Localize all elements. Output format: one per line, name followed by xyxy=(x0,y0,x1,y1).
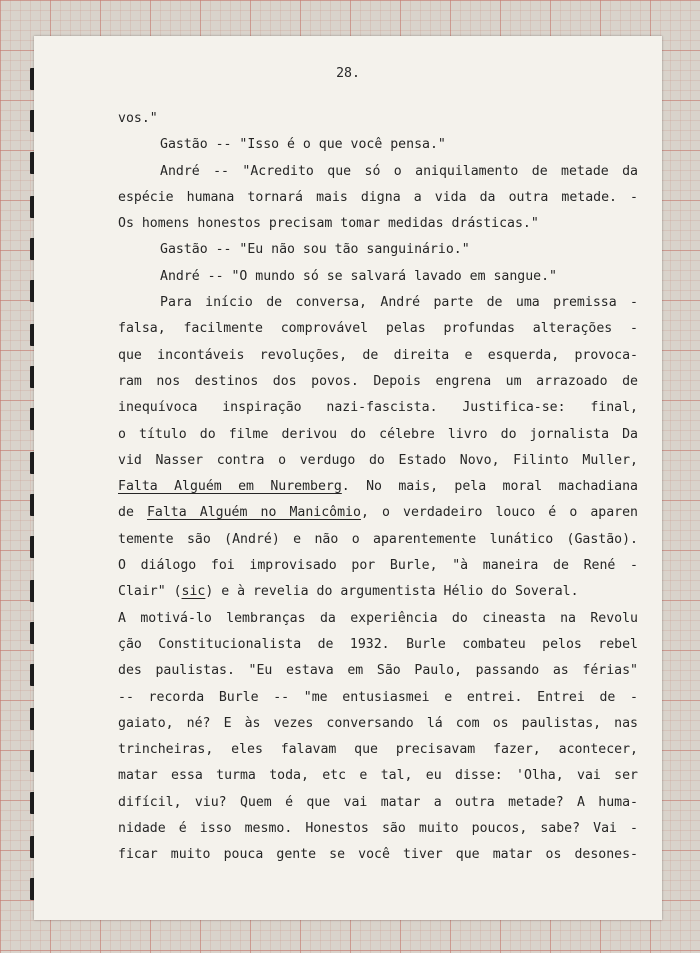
text-segment: trincheiras, eles falavam que precisavam fazer, acontecer, xyxy=(118,742,638,758)
text-segment: Os homens honestos precisam tomar medidas drásticas." xyxy=(118,216,539,232)
text-segment: O diálogo foi improvisado por Burle, "à maneira de René - xyxy=(118,558,638,574)
text-segment: de xyxy=(118,505,147,521)
underlined-title: Falta Alguém em Nuremberg xyxy=(118,479,342,495)
text-line xyxy=(118,842,638,868)
text-segment: temente são (André) e não o aparentemente lunático (Gastão). xyxy=(118,531,638,547)
underlined-title: Falta Alguém no Manicômio xyxy=(146,505,361,521)
text-line xyxy=(118,290,638,316)
text-line xyxy=(118,816,638,842)
text-segment: matar essa turma toda, etc e tal, eu disse: 'Olha, vai ser xyxy=(118,768,638,784)
text-segment: , o verdadeiro louco é o aparen xyxy=(360,505,638,521)
text-line xyxy=(118,527,638,553)
text-line xyxy=(118,185,638,211)
text-segment: ficar muito pouca gente se você tiver que matar os desones- xyxy=(118,847,638,863)
text-segment: Gastão -- "Isso é o que você pensa." xyxy=(160,137,446,153)
text-line xyxy=(118,579,638,605)
text-line xyxy=(118,211,638,237)
text-segment: o título do filme derivou do célebre livro do jornalista Da xyxy=(118,426,638,442)
text-line xyxy=(118,632,638,658)
text-line xyxy=(118,606,638,632)
text-segment: Para início de conversa, André parte de uma premissa - xyxy=(160,295,638,311)
text-line xyxy=(118,685,638,711)
text-segment: espécie humana tornará mais digna a vida da outra metade. - xyxy=(118,189,638,205)
text-line xyxy=(118,369,638,395)
text-segment: vos." xyxy=(118,111,158,126)
text-line xyxy=(118,474,638,500)
text-segment: vid Nasser contra o verdugo do Estado Novo, Filinto Muller, xyxy=(118,452,638,468)
text-line xyxy=(118,106,638,132)
text-segment: nidade é isso mesmo. Honestos são muito poucos, sabe? Vai - xyxy=(118,821,638,837)
underlined-title: sic xyxy=(181,584,206,600)
text-segment: André -- "Acredito que só o aniquilamento de metade da xyxy=(160,163,638,179)
page-number: 28. xyxy=(336,66,360,81)
text-segment: ção Constitucionalista de 1932. Burle combateu pelos rebel xyxy=(118,636,638,652)
text-segment: des paulistas. "Eu estava em São Paulo, passando as férias" xyxy=(118,663,638,679)
text-segment: . No mais, pela moral machadiana xyxy=(341,479,638,495)
text-segment: André -- "O mundo só se salvará lavado em sangue." xyxy=(160,268,557,284)
text-segment: gaiato, né? E às vezes conversando lá com os paulistas, nas xyxy=(118,715,638,731)
text-segment: Clair" ( xyxy=(118,584,182,600)
text-line xyxy=(118,159,638,185)
text-line xyxy=(118,395,638,421)
page-body-text xyxy=(118,106,638,869)
text-line xyxy=(118,711,638,737)
text-line xyxy=(118,553,638,579)
text-line xyxy=(118,737,638,763)
text-segment: falsa, facilmente comprovável pelas profundas alterações - xyxy=(118,321,638,337)
text-line xyxy=(118,237,638,263)
text-segment: difícil, viu? Quem é que vai matar a outra metade? A huma- xyxy=(118,794,638,810)
text-line xyxy=(118,422,638,448)
text-line xyxy=(118,343,638,369)
text-line xyxy=(118,132,638,158)
text-segment: A motivá-lo lembranças da experiência do cineasta na Revolu xyxy=(118,610,638,626)
text-line xyxy=(118,790,638,816)
text-segment: ram nos destinos dos povos. Depois engrena um arrazoado de xyxy=(118,373,638,389)
text-segment: que incontáveis revoluções, de direita e esquerda, provoca- xyxy=(118,347,638,363)
text-segment: Gastão -- "Eu não sou tão sanguinário." xyxy=(160,242,470,258)
text-line xyxy=(118,316,638,342)
text-line xyxy=(118,264,638,290)
text-line xyxy=(118,658,638,684)
typewritten-page xyxy=(34,36,662,920)
text-segment: -- recorda Burle -- "me entusiasmei e entrei. Entrei de - xyxy=(118,689,638,705)
text-segment: inequívoca inspiração nazi-fascista. Justifica-se: final, xyxy=(118,400,638,416)
text-segment: ) e à revelia do argumentista Hélio do Soveral. xyxy=(205,584,579,600)
text-line xyxy=(118,500,638,526)
text-line xyxy=(118,763,638,789)
text-line xyxy=(118,448,638,474)
